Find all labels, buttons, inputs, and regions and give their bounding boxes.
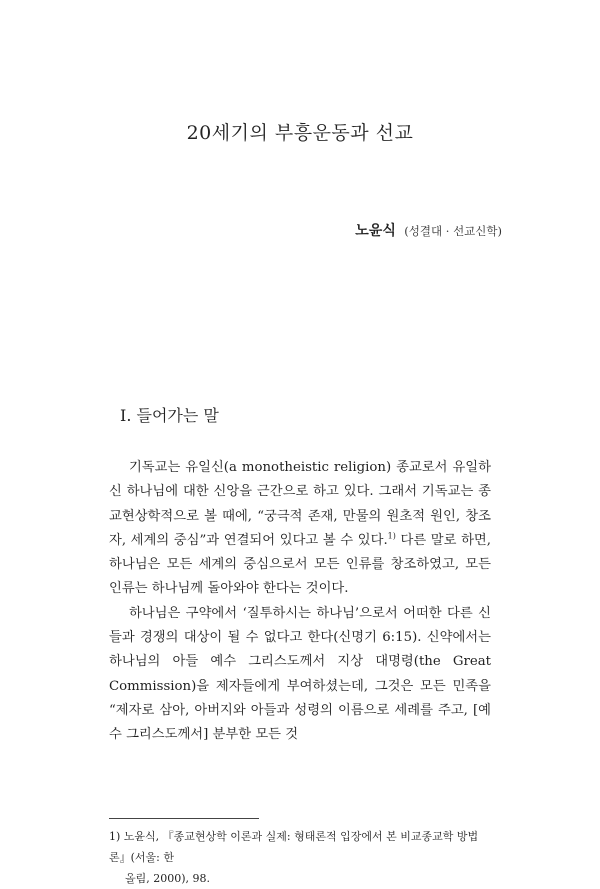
paper-title: 20세기의 부흥운동과 선교 xyxy=(186,122,414,144)
footnote-divider xyxy=(109,818,259,819)
paragraph-1-part-2: 다른 말로 하면, 하나님은 모든 세계의 중심으로서 모든 인류를 창조하였고, 모든 인류는 하나님께 돌아와야 한다는 것이다. xyxy=(109,532,491,597)
section-heading: I. 들어가는 말 xyxy=(120,406,219,425)
author-affiliation: (성결대 · 선교신학) xyxy=(404,224,502,238)
paragraph-2: 하나님은 구약에서 ‘질투하시는 하나님’으로서 어떠한 다른 신들과 경쟁의 대상이 될 수 없다고 한다(신명기 6:15). 신약에서는 하나님의 아들 예수 그리스도께서 지상 대명령(the Great Commission)을 제자들에게 부여하셨는데, 그것은 모든 민족을 “제자로 삼아, 아버지와 아들과 성령의 이름으로 세례를 주고, [예수 그리스도께서] 분부한 모든 것 xyxy=(109,605,491,743)
body-text xyxy=(109,456,491,748)
footnote xyxy=(109,826,491,889)
footnote-line-1: 1) 노윤식, 『종교현상학 이론과 실제: 형태론적 입장에서 본 비교종교학 방법론』(서울: 한 xyxy=(109,830,479,864)
footnote-line-2: 올림, 2000), 98. xyxy=(125,872,211,885)
footnote-reference: 1) xyxy=(387,531,396,541)
paragraph-1-part-1: 기독교는 유일신(a monotheistic religion) 종교로서 유일하신 하나님에 대한 신앙을 근간으로 하고 있다. 그래서 기독교는 종교현상학적으로 볼 때에, “궁극적 존재, 만물의 원초적 원인, 창조자, 세계의 중심”과 연결되어 있다고 볼 수 있다. xyxy=(109,460,491,548)
author-line xyxy=(355,220,502,240)
paragraph-1 xyxy=(109,456,491,602)
author-name: 노윤식 xyxy=(355,223,396,239)
